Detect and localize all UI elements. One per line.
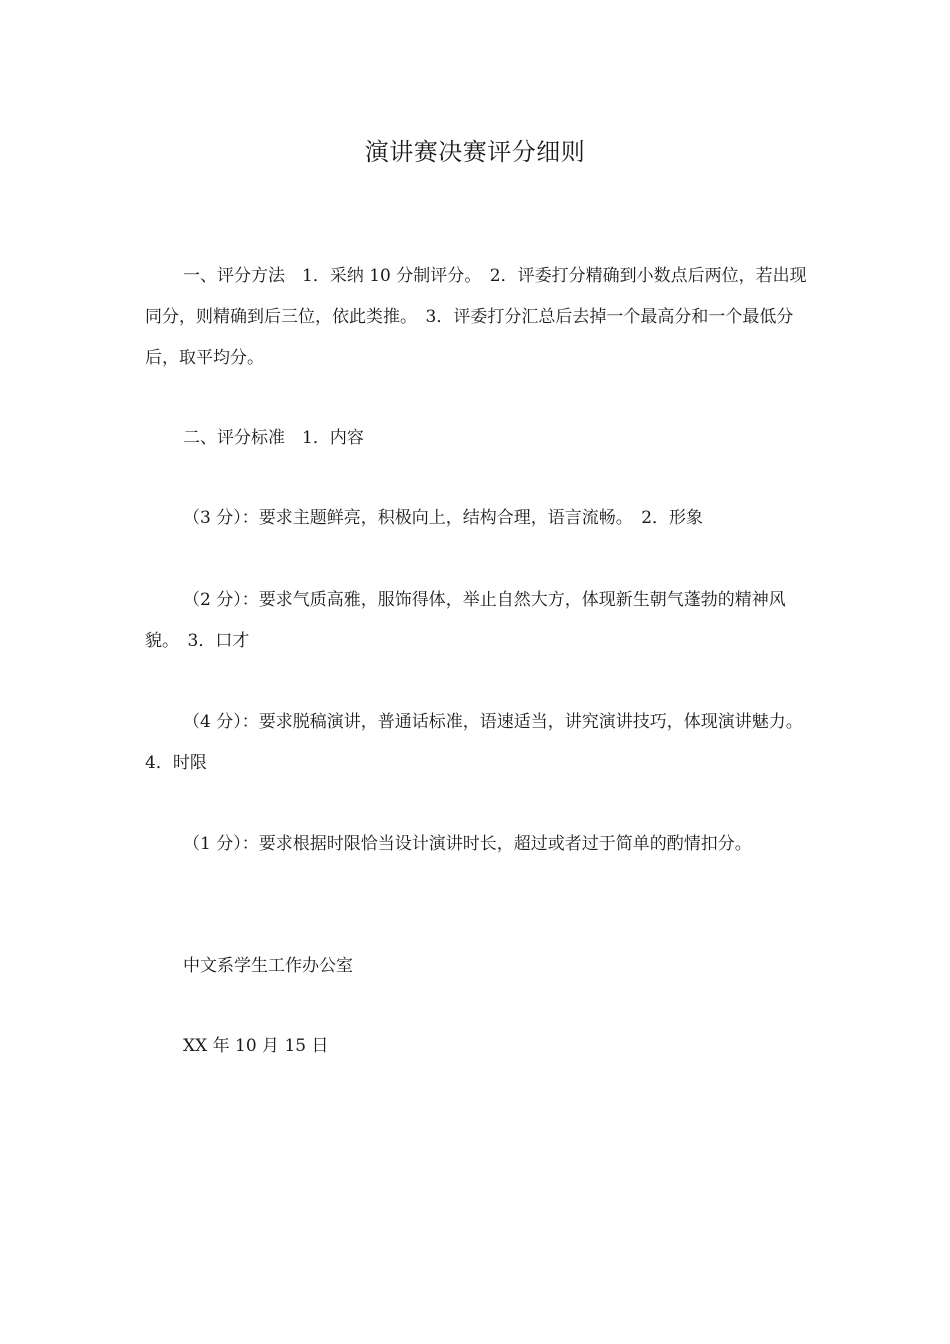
- paragraph-content-criteria: （3 分）：要求主题鲜亮，积极向上，结构合理，语言流畅。 2．形象: [183, 508, 704, 528]
- paragraph-appearance-criteria: （2 分）：要求气质高雅，服饰得体，举止自然大方，体现新生朝气蓬勃的精神风貌。 3．口才: [145, 590, 786, 651]
- paragraph-eloquence-criteria: （4 分）：要求脱稿演讲，普通话标准，语速适当，讲究演讲技巧，体现演讲魅力。 4．时限: [145, 712, 812, 773]
- paragraph-scoring-standard: 二、评分标准 1．内容: [183, 428, 364, 448]
- paragraph-time-limit-criteria: （1 分）：要求根据时限恰当设计演讲时长，超过或者过于简单的酌情扣分。: [183, 834, 752, 854]
- paragraph-scoring-method: 一、评分方法 1．采纳 10 分制评分。 2．评委打分精确到小数点后两位，若出现同分，则精确到后三位，依此类推。 3．评委打分汇总后去掉一个最高分和一个最低分后，取平均分。: [145, 266, 807, 368]
- document-date: XX 年 10 月 15 日: [183, 1036, 329, 1056]
- signature-office: 中文系学生工作办公室: [183, 956, 353, 976]
- document-title: 演讲赛决赛评分细则: [364, 138, 586, 166]
